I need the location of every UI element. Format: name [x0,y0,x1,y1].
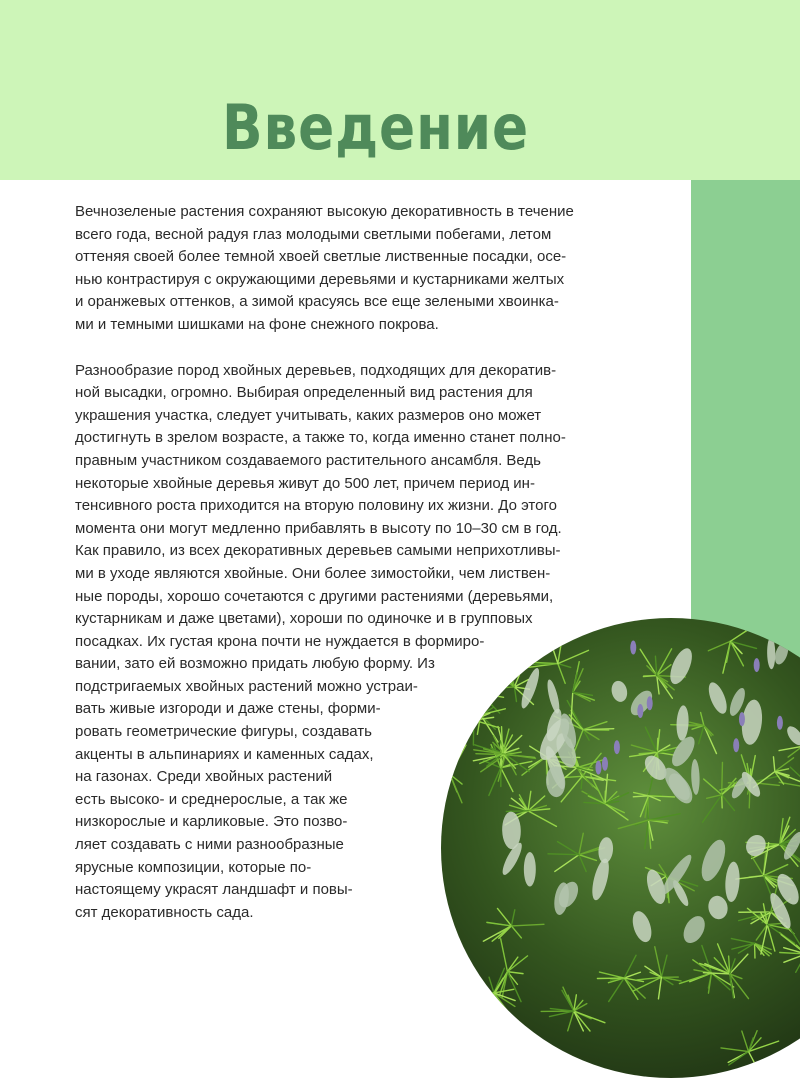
text-line: акценты в альпинариях и каменных садах, [75,744,670,767]
page-title: Введение [222,88,529,168]
text-line: настоящему украсят ландшафт и повы- [75,879,670,902]
text-line: вать живые изгороди и даже стены, форми- [75,698,670,721]
text-line: Разнообразие пород хвойных деревьев, подходящих для декоратив- [75,360,670,383]
text-line: ной высадки, огромно. Выбирая определенный вид растения для [75,382,670,405]
text-line: оттеняя своей более темной хвоей светлые лиственные посадки, осе- [75,246,670,269]
text-line: момента они могут медленно прибавлять в высоту по 10–30 см в год. [75,518,670,541]
text-line: ярусные композиции, которые по- [75,857,670,880]
text-line: достигнуть в зрелом возрасте, а также то, когда именно станет полно- [75,427,670,450]
text-line: ми и темными шишками на фоне снежного покрова. [75,314,670,337]
text-line: подстригаемых хвойных растений можно устраи- [75,676,670,699]
text-line: нью контрастируя с окружающими деревьями и кустарниками желтых [75,269,670,292]
text-line: правным участником создаваемого растительного ансамбля. Ведь [75,450,670,473]
body-text [75,201,670,924]
text-line: ляет создавать с ними разнообразные [75,834,670,857]
text-line: низкорослые и карликовые. Это позво- [75,811,670,834]
text-line: некоторые хвойные деревья живут до 500 лет, причем период ин- [75,473,670,496]
text-line: Как правило, из всех декоративных деревьев самыми неприхотливы- [75,540,670,563]
text-line: посадках. Их густая крона почти не нуждается в формиро- [75,631,670,654]
text-line: на газонах. Среди хвойных растений [75,766,670,789]
text-line: всего года, весной радуя глаз молодыми светлыми побегами, летом [75,224,670,247]
text-line: ровать геометрические фигуры, создавать [75,721,670,744]
text-line: и оранжевых оттенков, а зимой красуясь все еще зелеными хвоинка- [75,291,670,314]
text-line: тенсивного роста приходится на вторую половину их жизни. До этого [75,495,670,518]
paragraph-1 [75,201,670,337]
paragraph-gap [75,337,670,360]
paragraph-2 [75,360,670,925]
text-line: есть высоко- и среднерослые, а так же [75,789,670,812]
text-line: кустарникам и даже цветами), хороши по одиночке и в групповых [75,608,670,631]
text-line: ми в уходе являются хвойные. Они более зимостойки, чем листвен- [75,563,670,586]
text-line: сят декоративность сада. [75,902,670,925]
text-line: Вечнозеленые растения сохраняют высокую декоративность в течение [75,201,670,224]
text-line: украшения участка, следует учитывать, каких размеров оно может [75,405,670,428]
text-line: ные породы, хорошо сочетаются с другими растениями (деревьями, [75,586,670,609]
text-line: вании, зато ей возможно придать любую форму. Из [75,653,670,676]
